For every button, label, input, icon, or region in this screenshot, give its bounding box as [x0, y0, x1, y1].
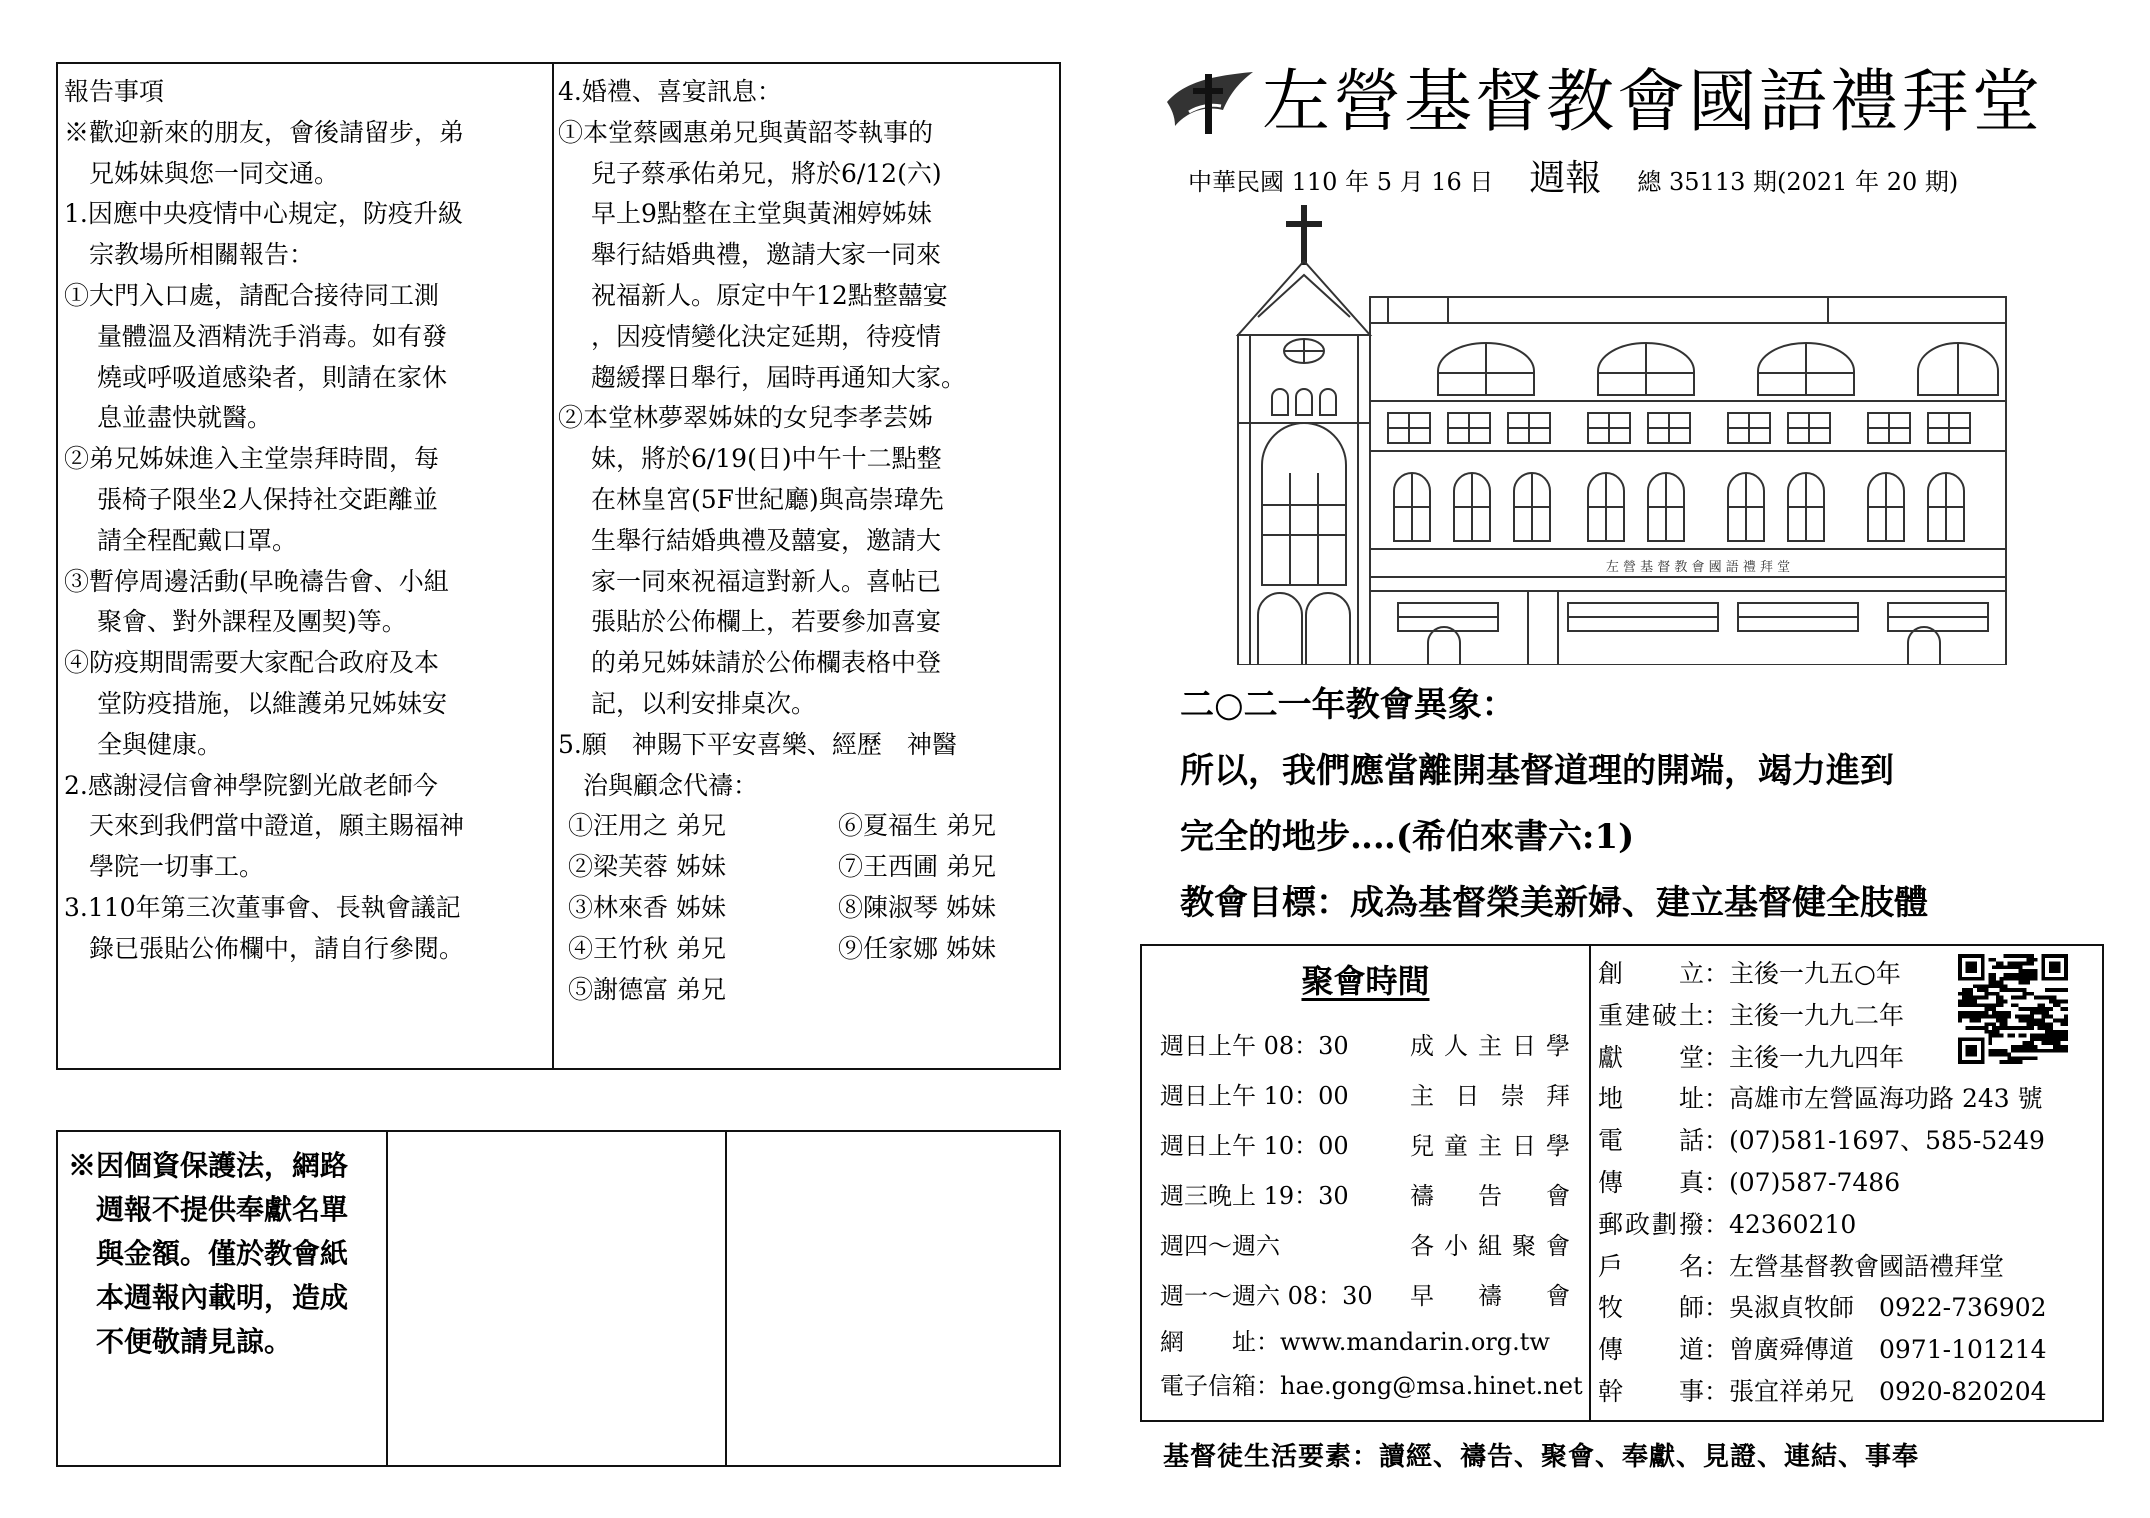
- announcement-line: ②本堂林夢翠姊妹的女兒李孝芸姊: [558, 403, 934, 433]
- info-key: 創立: [1598, 959, 1704, 988]
- announcement-line: 在林皇宮(5F世紀廳)與高崇瑋先: [558, 485, 944, 514]
- vision-verse-line2: 完全的地步‥‥(希伯來書六:1): [1180, 817, 1635, 857]
- info-key: 電話: [1598, 1126, 1704, 1156]
- christian-life-essentials: 基督徒生活要素：讀經、禱告、聚會、奉獻、見證、連結、事奉: [1163, 1442, 1920, 1472]
- info-value: ：主後一九五○年: [1704, 959, 1901, 988]
- announcement-line: 兒子蔡承佑弟兄，將於6/12(六): [558, 158, 942, 188]
- info-value: ：主後一九九四年: [1704, 1042, 1905, 1072]
- announcement-line: 天來到我們當中證道，願主賜福神: [64, 811, 465, 841]
- info-value: ：(07)587-7486: [1704, 1168, 1901, 1197]
- announcement-line: ④防疫期間需要大家配合政府及本: [64, 648, 440, 678]
- announcement-line: 報告事項: [64, 77, 165, 106]
- church-info-row: [1598, 1163, 1900, 1199]
- announcement-line: ，因疫情變化決定延期，待疫情: [558, 321, 941, 351]
- announcement-line: 趨緩擇日舉行，屆時再通知大家。: [558, 362, 966, 392]
- announcement-line: 的弟兄姊妹請於公佈欄表格中登: [558, 648, 941, 678]
- announcement-line: 家一同來祝福這對新人。喜帖已: [558, 566, 941, 596]
- church-vision: [1180, 672, 2080, 936]
- announcement-line: 宗教場所相關報告：: [64, 240, 315, 270]
- meeting-time: 週日上午 10：00: [1160, 1082, 1349, 1110]
- info-value: ：主後一九九二年: [1704, 1000, 1905, 1030]
- meeting-times-title: 聚會時間: [1301, 962, 1430, 1000]
- church-info-row: [1598, 1330, 2047, 1366]
- meeting-name: 主 日 崇 拜: [1410, 1082, 1570, 1110]
- announcement-line: 張貼於公佈欄上，若要參加喜宴: [558, 607, 941, 637]
- bulletin-dateline: [1188, 150, 1958, 201]
- announcement-line: ※因個資保護法，網路: [68, 1149, 349, 1182]
- prayer-list-item: ③林來香 姊妹: [568, 893, 726, 922]
- church-info-row: [1598, 1038, 1904, 1074]
- announcement-line: ①大門入口處，請配合接待同工測: [64, 281, 440, 310]
- church-info-row: [1598, 954, 1901, 990]
- prayer-list-item: ①汪用之 弟兄: [568, 811, 726, 841]
- announcement-line: 妹，將於6/19(日)中午十二點整: [558, 444, 942, 474]
- church-info-row: [1598, 996, 1904, 1032]
- offering-divider: [725, 1132, 727, 1465]
- church-building-illustration: [1228, 205, 2008, 665]
- meeting-time-row: [1160, 1076, 1570, 1111]
- bulletin-issue: 總 35113 期(2021 年 20 期): [1637, 168, 1959, 196]
- info-value: ：曾廣舜傳道 0971-101214: [1704, 1335, 2047, 1365]
- meeting-time-row: [1160, 1126, 1570, 1161]
- info-value: ：左營基督教會國語禮拜堂: [1704, 1251, 2005, 1281]
- announcement-line: 量體溫及酒精洗手消毒。如有發: [64, 321, 447, 351]
- church-info-row: [1598, 1372, 2047, 1408]
- announcement-line: 早上9點整在主堂與黃湘婷姊妹: [558, 199, 932, 229]
- prayer-list-item: ④王竹秋 弟兄: [568, 933, 726, 963]
- church-info-row: [1598, 1121, 2045, 1157]
- prayer-list-item: ⑤謝德富 弟兄: [568, 974, 726, 1004]
- building-signboard: 左 營 基 督 教 會 國 語 禮 拜 堂: [1605, 560, 1791, 575]
- bulletin-label: 週報: [1529, 158, 1602, 199]
- info-value: ：張宜祥弟兄 0920-820204: [1704, 1377, 2047, 1406]
- website: 網 址：www.mandarin.org.tw: [1160, 1328, 1550, 1356]
- announcement-line: 舉行結婚典禮，邀請大家一同來: [558, 240, 941, 270]
- qr-code-icon: [1958, 954, 2068, 1064]
- info-key: 獻堂: [1598, 1042, 1704, 1072]
- announcement-line: 兄姊妹與您一同交通。: [64, 158, 340, 188]
- announcement-line: 全與健康。: [64, 729, 222, 759]
- announcement-line: ③暫停周邊活動(早晚禱告會、小組: [64, 566, 449, 596]
- bulletin-date: 中華民國 110 年 5 月 16 日: [1188, 168, 1494, 196]
- meeting-name: 成人主日學: [1410, 1032, 1570, 1060]
- meeting-time: 週三晚上 19：30: [1160, 1182, 1349, 1210]
- announcement-line: 息並盡快就醫。: [64, 403, 272, 433]
- announcement-line: 生舉行結婚典禮及囍宴，邀請大: [558, 525, 941, 555]
- church-name: 左營基督教會國語禮拜堂: [1262, 63, 2044, 142]
- announcement-line: 不便敬請見諒。: [68, 1325, 293, 1358]
- announcements-box: [56, 62, 1061, 1070]
- meeting-name: 早 禱 會: [1410, 1282, 1570, 1310]
- info-key: 傳道: [1598, 1335, 1704, 1365]
- church-info-row: [1598, 1079, 2043, 1115]
- info-value: ：42360210: [1704, 1209, 1857, 1239]
- info-key: 傳真: [1598, 1168, 1704, 1197]
- info-value: ：(07)581-1697、585-5249: [1704, 1126, 2045, 1156]
- info-value: ：高雄市左營區海功路 243 號: [1704, 1084, 2043, 1114]
- prayer-list-item: ②梁芙蓉 姊妹: [568, 852, 726, 882]
- announcement-line: 週報不提供奉獻名單: [68, 1193, 349, 1226]
- meeting-name: 兒童主日學: [1410, 1132, 1570, 1160]
- info-key: 郵政劃撥: [1598, 1209, 1704, 1239]
- announcement-line: 祝福新人。原定中午12點整囍宴: [558, 281, 948, 310]
- meeting-time-row: [1160, 1176, 1570, 1211]
- announcement-line: 學院一切事工。: [64, 852, 265, 882]
- announcement-line: 堂防疫措施，以維護弟兄姊妹安: [64, 689, 447, 718]
- vision-heading: 二○二一年教會異象：: [1180, 685, 1516, 725]
- column-divider: [552, 64, 554, 1068]
- meeting-time: 週四～週六: [1160, 1232, 1280, 1260]
- info-key: 地址: [1598, 1084, 1704, 1114]
- announcement-line: 與金額。僅於教會紙: [68, 1237, 349, 1270]
- church-info-row: [1598, 1247, 2004, 1283]
- info-key: 幹事: [1598, 1377, 1704, 1406]
- announcement-line: 5.願 神賜下平安喜樂、經歷 神醫: [558, 729, 957, 759]
- meeting-name: 各小組聚會: [1410, 1232, 1570, 1260]
- church-logo-icon: [1163, 66, 1257, 136]
- announcement-line: ①本堂蔡國惠弟兄與黃韶苓執事的: [558, 117, 934, 147]
- announcement-line: 聚會、對外課程及團契)等。: [64, 607, 407, 637]
- meeting-name: 禱 告 會: [1410, 1182, 1570, 1210]
- church-info-row: [1598, 1288, 2047, 1324]
- meeting-info-divider: [1589, 946, 1591, 1420]
- meeting-time-row: [1160, 1026, 1570, 1061]
- info-key: 牧師: [1598, 1293, 1704, 1323]
- meeting-time: 週日上午 10：00: [1160, 1132, 1349, 1160]
- announcement-line: 燒或呼吸道感染者，則請在家休: [64, 362, 447, 392]
- meeting-time: 週日上午 08：30: [1160, 1032, 1349, 1060]
- announcement-line: 3.110年第三次董事會、長執會議記: [64, 893, 461, 922]
- announcement-line: 記，以利安排桌次。: [558, 689, 816, 718]
- announcement-line: ※歡迎新來的朋友，會後請留步，弟: [64, 117, 465, 147]
- info-key: 戶名: [1598, 1251, 1704, 1281]
- announcement-line: ②弟兄姊妹進入主堂崇拜時間，每: [64, 444, 440, 474]
- announcement-line: 1.因應中央疫情中心規定，防疫升級: [64, 199, 463, 229]
- email: 電子信箱：hae.gong@msa.hinet.net: [1160, 1372, 1583, 1400]
- meeting-time: 週一～週六 08：30: [1160, 1282, 1373, 1310]
- church-goal: 教會目標：成為基督榮美新婦、建立基督健全肢體: [1180, 883, 1928, 923]
- prayer-list-item: ⑨任家娜 姊妹: [838, 933, 996, 963]
- offering-divider: [386, 1132, 388, 1465]
- meeting-time-row: [1160, 1276, 1570, 1311]
- meeting-time-row: [1160, 1226, 1570, 1261]
- info-key: 重建破土: [1598, 1000, 1704, 1030]
- announcement-line: 張椅子限坐2人保持社交距離並: [64, 485, 438, 514]
- offering-box: [56, 1130, 1061, 1467]
- announcement-line: 請全程配戴口罩。: [64, 525, 297, 555]
- announcement-line: 2.感謝浸信會神學院劉光啟老師今: [64, 770, 438, 800]
- prayer-list-item: ⑦王西圃 弟兄: [838, 852, 996, 882]
- church-info-row: [1598, 1205, 1856, 1241]
- announcement-line: 本週報內載明，造成: [68, 1281, 349, 1314]
- prayer-list-item: ⑧陳淑琴 姊妹: [838, 893, 996, 922]
- vision-verse-line1: 所以，我們應當離開基督道理的開端，竭力進到: [1180, 751, 1894, 791]
- announcement-line: 治與顧念代禱：: [558, 770, 759, 800]
- announcement-line: 錄已張貼公佈欄中，請自行參閱。: [64, 933, 465, 963]
- info-value: ：吳淑貞牧師 0922-736902: [1704, 1293, 2047, 1323]
- announcement-line: 4.婚禮、喜宴訊息：: [558, 77, 782, 106]
- prayer-list-item: ⑥夏福生 弟兄: [838, 811, 996, 841]
